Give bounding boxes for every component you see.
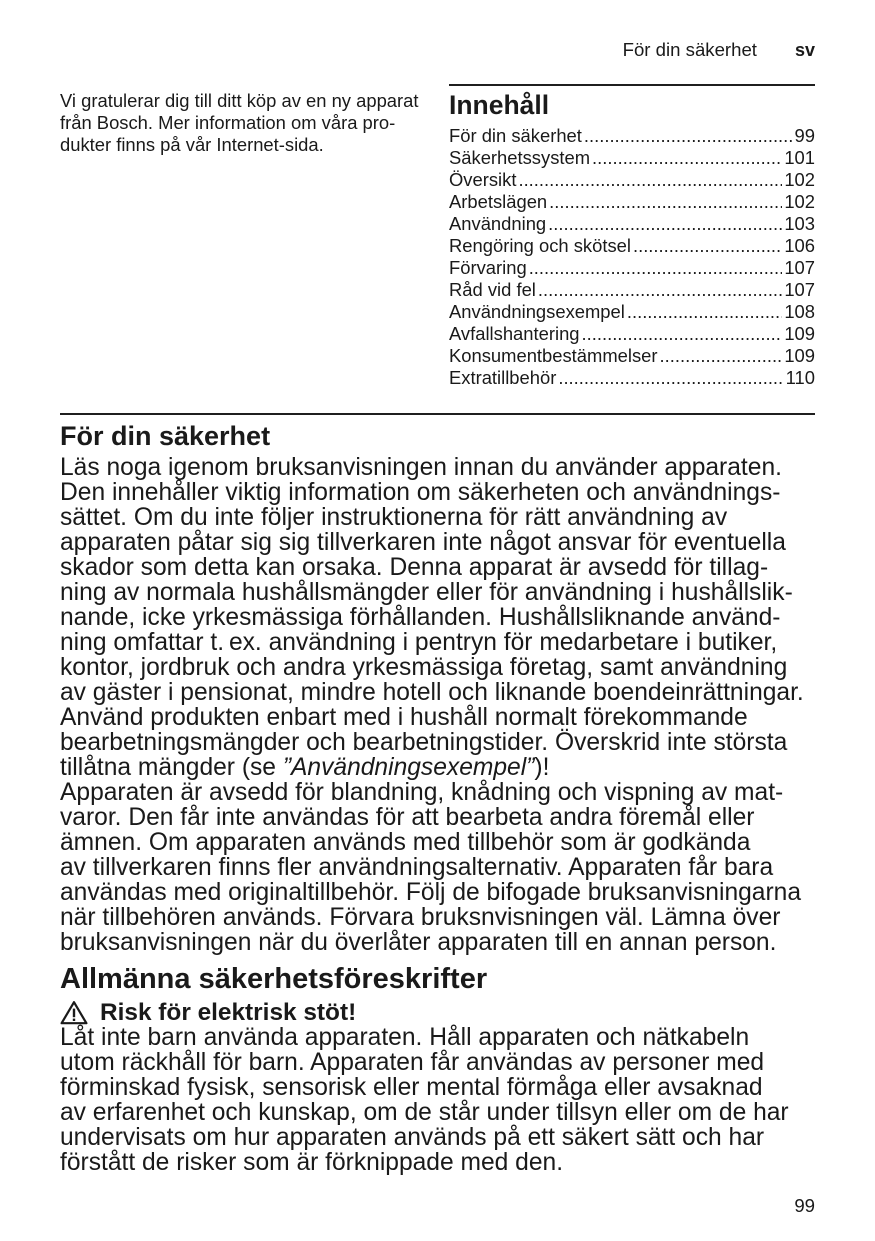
section-heading: För din säkerhet: [60, 421, 271, 451]
paragraph-line: av gäster i pensionat, mindre hotell och liknande boendeinrättningar.: [60, 679, 804, 706]
toc-leader-dots: [658, 345, 783, 367]
paragraph-line: skador som detta kan orsaka. Denna apparat är avsedd för tillag-: [60, 554, 769, 581]
paragraph-line: Den innehåller viktig information om säkerheten och användnings-: [60, 479, 781, 506]
toc-entry: [449, 147, 815, 169]
toc-entry-page: 107: [784, 257, 815, 278]
toc-entry-label: Avfallshantering: [449, 323, 580, 344]
toc-leader-dots: [527, 257, 783, 279]
toc-entry-label: Användningsexempel: [449, 301, 625, 322]
warning-triangle-icon: [60, 1000, 88, 1025]
paragraph-line: kontor, jordbruk och andra yrkesmässiga företag, samt användning: [60, 654, 788, 681]
general-safety-paragraph: [60, 1025, 820, 1175]
toc-title: Innehåll: [449, 90, 550, 120]
text-segment: )!: [534, 754, 550, 781]
toc-entry-label: Säkerhetssystem: [449, 147, 591, 168]
toc-leader-dots: [580, 323, 783, 345]
toc-top-rule: [449, 84, 815, 86]
toc-entry: [449, 301, 815, 323]
text-segment: tillåtna mängder (se: [60, 754, 283, 781]
paragraph-line: Använd produkten enbart med i hushåll normalt förekommande: [60, 704, 748, 731]
toc-entry: [449, 191, 815, 213]
toc-entry: [449, 279, 815, 301]
toc-entry-page: 107: [784, 279, 815, 300]
paragraph-line: utom räckhåll för barn. Apparaten får användas av personer med: [60, 1049, 765, 1076]
toc-leader-dots: [556, 367, 783, 389]
toc-entry-label: Råd vid fel: [449, 279, 536, 300]
toc-entry-label: Förvaring: [449, 257, 527, 278]
section-divider: [60, 413, 815, 415]
toc-leader-dots: [547, 191, 782, 213]
toc-entry-page: 108: [784, 301, 815, 322]
intro-text: [60, 90, 435, 156]
paragraph-line: av erfarenhet och kunskap, om de står under tillsyn eller om de har: [60, 1099, 789, 1126]
paragraph-line: när tillbehören används. Förvara bruksnvisningen väl. Lämna över: [60, 904, 781, 931]
safety-paragraph: [60, 455, 820, 955]
paragraph-line: av tillverkaren finns fler användningsalternativ. Apparaten får bara: [60, 854, 774, 881]
warning-title: Risk för elektrisk stöt!: [100, 999, 357, 1026]
toc-entry: [449, 323, 815, 345]
intro-line: Vi gratulerar dig till ditt köp av en ny apparat: [60, 90, 419, 111]
warning-notice: [60, 1000, 356, 1025]
toc-entry-label: Arbetslägen: [449, 191, 548, 212]
paragraph-line: Läs noga igenom bruksanvisningen innan du använder apparaten.: [60, 454, 782, 481]
toc-entry-page: 101: [784, 147, 815, 168]
toc-leader-dots: [582, 125, 793, 147]
paragraph-line: [60, 755, 820, 780]
table-of-contents: [449, 125, 815, 389]
paragraph-line: Låt inte barn använda apparaten. Håll apparaten och nätkabeln: [60, 1024, 750, 1051]
paragraph-line: användas med originaltillbehör. Följ de bifogade bruksanvisningarna: [60, 879, 802, 906]
paragraph-line: bruksanvisningen när du överlåter apparaten till en annan person.: [60, 929, 777, 956]
header-section-title: För din säkerhet: [622, 39, 757, 60]
toc-leader-dots: [536, 279, 782, 301]
toc-leader-dots: [516, 169, 782, 191]
cross-reference: ”Användningsexempel”: [282, 754, 535, 781]
toc-entry: [449, 213, 815, 235]
toc-leader-dots: [625, 301, 782, 323]
paragraph-line: sättet. Om du inte följer instruktionerna för rätt användning av: [60, 504, 728, 531]
toc-entry: [449, 345, 815, 367]
toc-entry: [449, 367, 815, 389]
section-heading: Allmänna säkerhetsföreskrifter: [60, 963, 488, 995]
toc-entry-page: 106: [784, 235, 815, 256]
toc-entry-page: 103: [784, 213, 815, 234]
toc-entry-label: Extratillbehör: [449, 367, 557, 388]
intro-line: från Bosch. Mer information om våra pro-: [60, 112, 396, 133]
toc-entry-page: 99: [794, 125, 815, 146]
toc-entry-page: 109: [784, 345, 815, 366]
paragraph-line: bearbetningsmängder och bearbetningstider. Överskrid inte största: [60, 729, 788, 756]
paragraph-line: varor. Den får inte användas för att bearbeta andra föremål eller: [60, 804, 755, 831]
toc-entry-page: 102: [784, 191, 815, 212]
paragraph-line: förminskad fysisk, sensorisk eller mental förmåga eller avsaknad: [60, 1074, 763, 1101]
paragraph-line: förstått de risker som är förknippade med den.: [60, 1149, 564, 1176]
toc-entry-page: 102: [784, 169, 815, 190]
toc-entry: [449, 125, 815, 147]
paragraph-line: ning omfattar t. ex. användning i pentryn för medarbetare i butiker,: [60, 629, 778, 656]
toc-entry-label: Översikt: [449, 169, 517, 190]
page-number: 99: [794, 1195, 815, 1216]
intro-line: dukter finns på vår Internet-sida.: [60, 134, 324, 155]
toc-entry-label: För din säkerhet: [449, 125, 582, 146]
toc-entry-label: Användning: [449, 213, 547, 234]
paragraph-line: nande, icke yrkesmässiga förhållanden. Hushållsliknande använd-: [60, 604, 781, 631]
toc-leader-dots: [546, 213, 782, 235]
toc-entry: [449, 257, 815, 279]
language-code: sv: [794, 40, 815, 60]
toc-entry: [449, 169, 815, 191]
paragraph-line: Apparaten är avsedd för blandning, knådning och vispning av mat-: [60, 779, 784, 806]
running-header: [623, 39, 815, 61]
toc-entry-label: Konsumentbestämmelser: [449, 345, 658, 366]
paragraph-line: ämnen. Om apparaten används med tillbehör som är godkända: [60, 829, 751, 856]
toc-entry-label: Rengöring och skötsel: [449, 235, 631, 256]
toc-entry-page: 110: [785, 367, 815, 388]
paragraph-line: apparaten påtar sig sig tillverkaren inte något ansvar för eventuella: [60, 529, 786, 556]
paragraph-line: undervisats om hur apparaten används på ett säkert sätt och har: [60, 1124, 765, 1151]
toc-leader-dots: [631, 235, 782, 257]
paragraph-line: ning av normala hushållsmängder eller för användning i hushållslik-: [60, 579, 793, 606]
toc-entry-page: 109: [784, 323, 815, 344]
toc-entry: [449, 235, 815, 257]
toc-leader-dots: [590, 147, 782, 169]
